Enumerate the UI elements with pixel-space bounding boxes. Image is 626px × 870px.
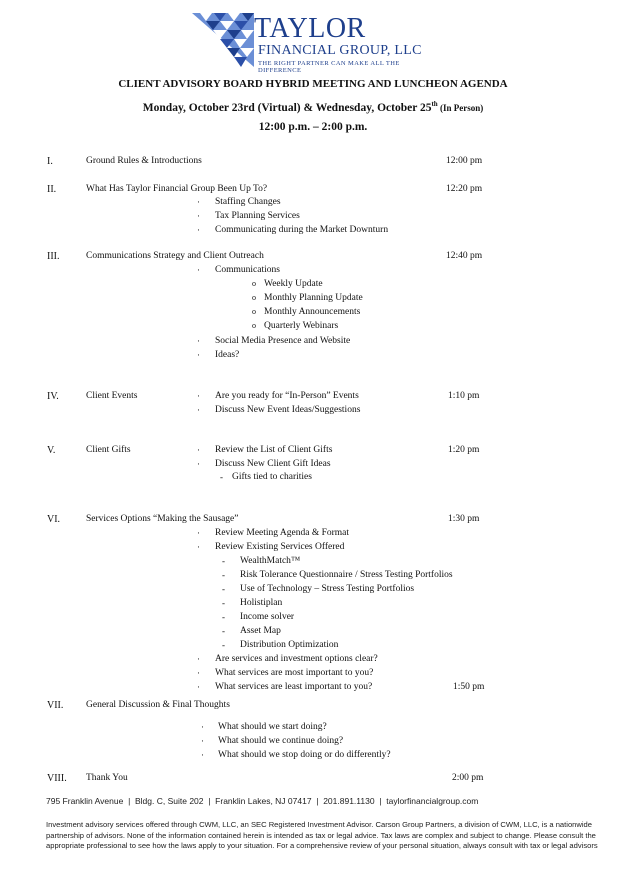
section-time: 2:00 pm (452, 773, 484, 783)
section-time: 1:50 pm (453, 682, 485, 692)
bullet-item: What services are least important to you? (215, 682, 373, 692)
section-title: Communications Strategy and Client Outreach (86, 251, 264, 261)
sub-bullet-marker: o (252, 307, 256, 316)
bullet-marker: · (201, 750, 204, 760)
bullet-item: What should we stop doing or do differently? (218, 750, 391, 760)
bullet-marker: · (201, 722, 204, 732)
dates-superscript: th (431, 100, 438, 108)
logo-triangle-mark-icon (192, 13, 254, 67)
bullet-marker: · (197, 528, 200, 538)
sub-bullet-marker: - (222, 640, 225, 650)
sub-bullet-marker: o (252, 279, 256, 288)
sub-bullet-marker: - (222, 570, 225, 580)
bullet-item: Tax Planning Services (215, 211, 300, 221)
sub-bullet-item: Income solver (240, 612, 295, 622)
bullet-item: Communications (215, 265, 280, 275)
section-number: IV. (47, 391, 59, 402)
section-title: Client Events (86, 391, 138, 401)
sub-bullet-marker: - (220, 472, 223, 482)
section-title: Thank You (86, 773, 128, 783)
bullet-item: Ideas? (215, 350, 240, 360)
bullet-marker: · (197, 350, 200, 360)
section-title: Services Options “Making the Sausage” (86, 514, 239, 524)
bullet-marker: · (201, 736, 204, 746)
bullet-item: Review Meeting Agenda & Format (215, 528, 350, 538)
company-logo (192, 13, 442, 74)
sub-bullet-item: Holistiplan (240, 598, 283, 608)
agenda-dates (0, 100, 626, 114)
bullet-marker: · (197, 405, 200, 415)
agenda-time: 12:00 p.m. – 2:00 p.m. (258, 121, 368, 133)
agenda-title: CLIENT ADVISORY BOARD HYBRID MEETING AND LUNCHEON AGENDA (118, 78, 508, 90)
dates-in-person: (In Person) (437, 102, 484, 113)
bullet-marker: · (197, 654, 200, 664)
section-number: VII. (47, 700, 64, 711)
sub-bullet-marker: - (222, 556, 225, 566)
section-time: 12:00 pm (446, 156, 483, 166)
sub-bullet-item: Monthly Planning Update (264, 293, 363, 303)
bullet-marker: · (197, 445, 200, 455)
bullet-marker: · (197, 391, 200, 401)
sub-bullet-item: Quarterly Webinars (264, 321, 339, 331)
sub-bullet-item: Risk Tolerance Questionnaire / Stress Testing Portfolios (240, 570, 453, 580)
bullet-marker: · (197, 668, 200, 678)
bullet-marker: · (197, 211, 200, 221)
bullet-marker: · (197, 542, 200, 552)
sub-bullet-item: Weekly Update (264, 279, 323, 289)
bullet-item: Discuss New Client Gift Ideas (215, 459, 331, 469)
logo-name: TAYLOR (254, 13, 366, 44)
bullet-item: Communicating during the Market Downturn (215, 225, 389, 235)
bullet-item: Discuss New Event Ideas/Suggestions (215, 405, 361, 415)
footer-disclaimer: Investment advisory services offered through CWM, LLC, an SEC Registered Investment Advisor. Carson Group Partners, a division of CWM, LLC, is a nationwide partnership of advisors. None of the information contained herein is intended as tax or legal advice. Tax laws are complex and subject to change. Please consult the appropriate professional to see how the laws apply to your situation. For a comprehensive review of your personal situation, always consult with tax or legal advisors (46, 820, 598, 851)
section-time: 12:40 pm (446, 251, 483, 261)
bullet-marker: · (197, 265, 200, 275)
section-time: 1:10 pm (448, 391, 480, 401)
bullet-item: Social Media Presence and Website (215, 336, 351, 346)
bullet-marker: · (197, 336, 200, 346)
sub-bullet-item: Monthly Announcements (264, 307, 361, 317)
bullet-marker: · (197, 459, 200, 469)
section-number: VIII. (47, 773, 67, 784)
section-title: General Discussion & Final Thoughts (86, 700, 230, 710)
bullet-item: What should we continue doing? (218, 736, 344, 746)
logo-tagline: THE RIGHT PARTNER CAN MAKE ALL THE DIFFERENCE (258, 60, 400, 74)
sub-bullet-marker: - (222, 612, 225, 622)
section-number: III. (47, 251, 60, 262)
sub-bullet-marker: - (222, 626, 225, 636)
bullet-marker: · (197, 225, 200, 235)
bullet-item: Review Existing Services Offered (215, 542, 345, 552)
sub-bullet-item: Gifts tied to charities (232, 472, 312, 482)
bullet-item: Are services and investment options clear? (215, 654, 378, 664)
sub-bullet-marker: - (222, 598, 225, 608)
bullet-marker: · (197, 197, 200, 207)
section-title: Client Gifts (86, 445, 131, 455)
bullet-item: Are you ready for “In-Person” Events (215, 391, 359, 401)
bullet-marker: · (197, 682, 200, 692)
section-title: What Has Taylor Financial Group Been Up To? (86, 184, 268, 194)
sub-bullet-marker: - (222, 584, 225, 594)
section-time: 12:20 pm (446, 184, 483, 194)
dates-text: Monday, October 23rd (Virtual) & Wednesday, October 25 (142, 101, 432, 114)
section-time: 1:20 pm (448, 445, 480, 455)
bullet-item: What services are most important to you? (215, 668, 374, 678)
bullet-item: Review the List of Client Gifts (215, 445, 333, 455)
logo-subtitle: FINANCIAL GROUP, LLC (258, 43, 422, 58)
section-title: Ground Rules & Introductions (86, 156, 202, 166)
sub-bullet-marker: o (252, 321, 256, 330)
section-number: II. (47, 184, 57, 195)
section-time: 1:30 pm (448, 514, 480, 524)
section-number: V. (47, 445, 56, 456)
sub-bullet-item: Asset Map (240, 626, 281, 636)
section-number: I. (47, 156, 53, 167)
section-number: VI. (47, 514, 61, 525)
footer-address: 795 Franklin Avenue | Bldg. C, Suite 202 | Franklin Lakes, NJ 07417 | 201.891.1130 | taylorfinancialgroup.com (46, 796, 479, 806)
bullet-item: What should we start doing? (218, 722, 327, 732)
bullet-item: Staffing Changes (215, 197, 281, 207)
sub-bullet-item: Distribution Optimization (240, 640, 339, 650)
sub-bullet-marker: o (252, 293, 256, 302)
sub-bullet-item: Use of Technology – Stress Testing Portfolios (240, 584, 415, 594)
sub-bullet-item: WealthMatch™ (240, 556, 301, 566)
